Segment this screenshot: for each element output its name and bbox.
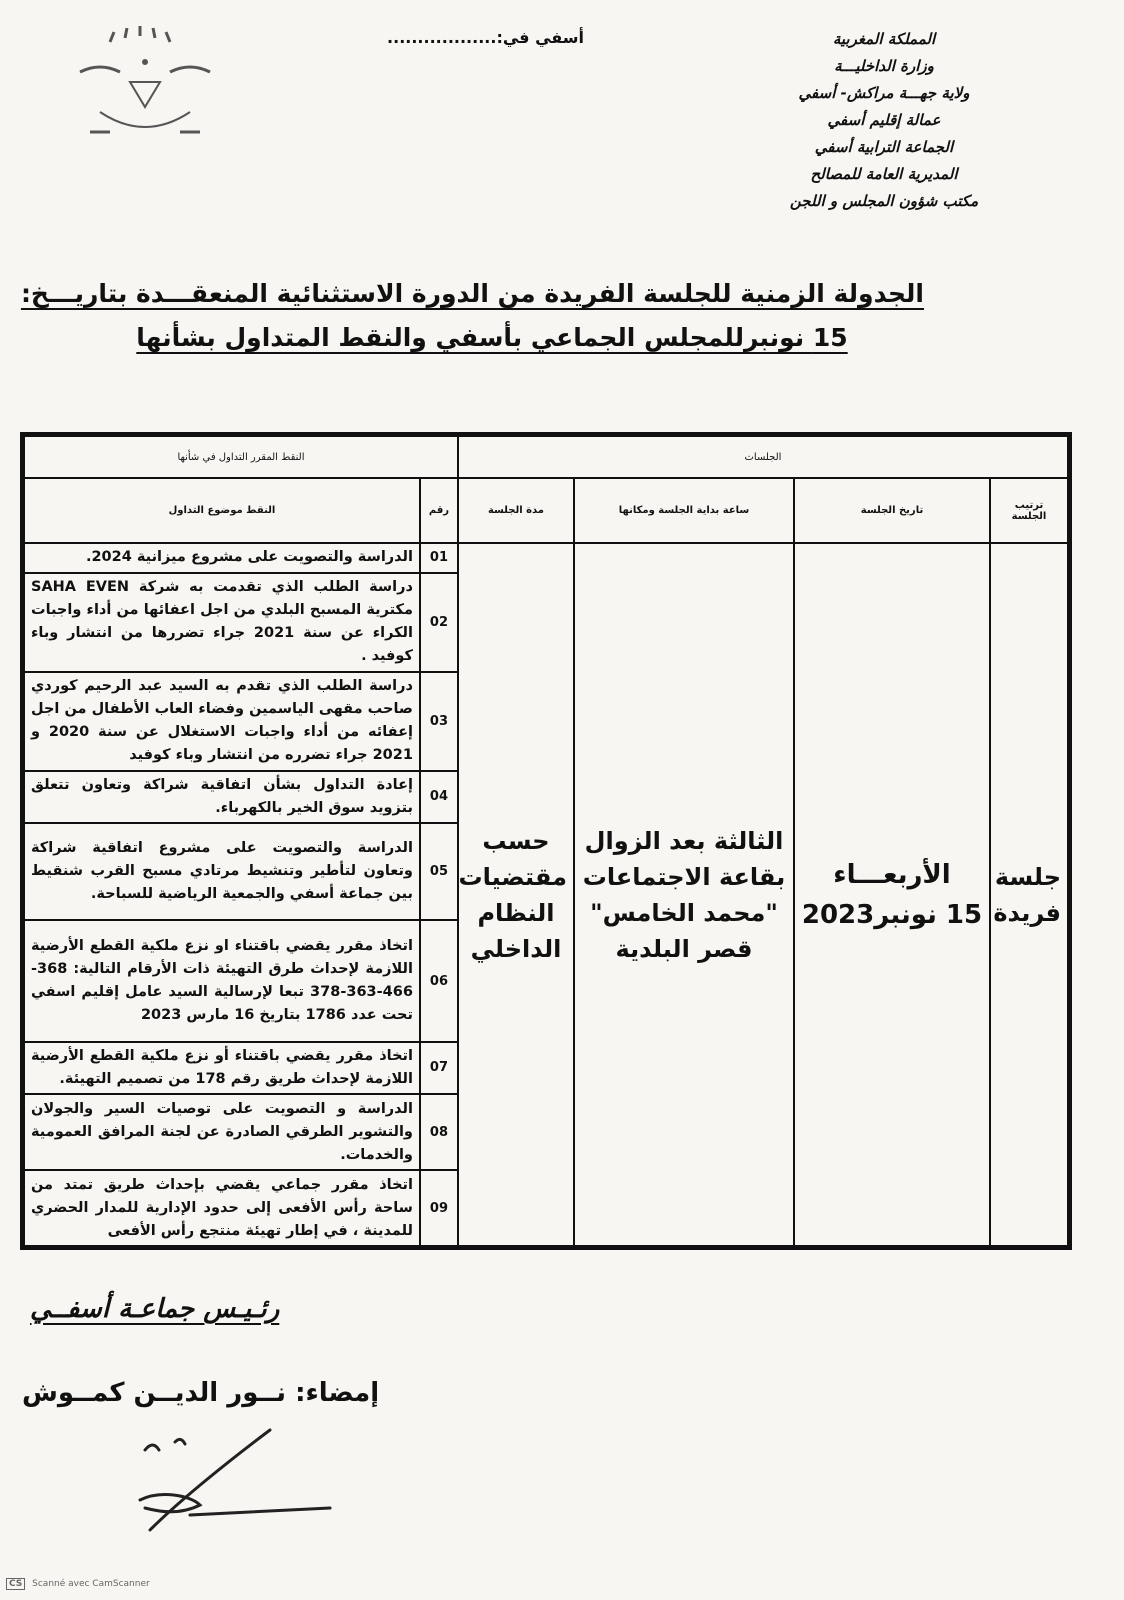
col-header-date: تاريخ الجلسة: [794, 478, 990, 543]
item-number: 07: [420, 1042, 458, 1095]
item-text: اتخاذ مقرر يقضي باقتناء او نزع ملكية القطع الأرضية اللازمة لإحداث طرق التهيئة ذات الأرقام التالية: 368-466-363-378 تبعا لإرسالية السيد عامل إقليم اسفي تحت عدد 1786 بتاريخ 16 مارس 2023: [24, 920, 420, 1041]
group-header-points: النقط المقرر التداول في شأنها: [24, 436, 458, 478]
item-text: اتخاذ مقرر يقضي باقتناء أو نزع ملكية القطع الأرضية اللازمة لإحداث طريق رقم 178 من تصميم التهيئة.: [24, 1042, 420, 1095]
item-number: 02: [420, 573, 458, 672]
item-text: الدراسة والتصويت على مشروع اتفاقية شراكة وتعاون لتأطير وتنشيط مرتادي مسبح القرب شنقيط بين جماعة أسفي والجمعية الرياضية للسباحة.: [24, 823, 420, 920]
item-text: الدراسة والتصويت على مشروع ميزانية 2024.: [24, 543, 420, 572]
col-header-duration: مدة الجلسة: [458, 478, 574, 543]
item-number: 01: [420, 543, 458, 572]
signatory-name: إمضاء: نــور الديــن كمــوش: [22, 1378, 380, 1408]
item-text: اتخاذ مقرر جماعي يقضي بإحداث طريق تمتد من ساحة رأس الأفعى إلى حدود الإدارية للمدار الحضري للمدينة ، في إطار تهيئة منتجع رأس الأفعى: [24, 1170, 420, 1246]
item-text: إعادة التداول بشأن اتفاقية شراكة وتعاون تتعلق بتزويد سوق الخير بالكهرباء.: [24, 771, 420, 824]
title-line-1: الجدولة الزمنية للجلسة الفريدة من الدورة الاستثنائية المنعقـــدة بتاريـــخ:: [20, 279, 924, 308]
document-title: [20, 272, 924, 360]
header-line: المملكة المغربية: [832, 30, 936, 48]
handwritten-signature-icon: [120, 1420, 350, 1550]
col-header-time-place: ساعة بداية الجلسة ومكانها: [574, 478, 794, 543]
item-number: 04: [420, 771, 458, 824]
item-text: الدراسة و التصويت على توصيات السير والجولان والتشوير الطرقي الصادرة عن لجنة المرافق العمومية والخدمات.: [24, 1094, 420, 1170]
place-date-line: أسفي في:..................: [387, 28, 584, 47]
item-number: 06: [420, 920, 458, 1041]
item-text: دراسة الطلب الذي تقدمت به شركة SAHA EVEN مكترية المسبح البلدي من اجل اعفائها من أداء واجبات الكراء عن سنة 2021 جراء تضررها من انتشار وباء كوفيد .: [24, 573, 420, 672]
header-line: المديرية العامة للمصالح: [810, 165, 958, 183]
camscanner-logo: CS: [6, 1578, 25, 1590]
schedule-table: [23, 435, 1069, 1247]
session-duration-cell: حسب مقتضيات النظام الداخلي: [458, 543, 574, 1246]
table-row: [24, 543, 1068, 572]
header-line: ولاية جهـــة مراكش- أسفي: [798, 84, 970, 102]
header-line: الجماعة الترابية أسفي: [814, 138, 954, 156]
session-date: 15 نونبر2023: [801, 899, 983, 930]
signatory-title: رئـيـس جماعـة أسفــي: [30, 1294, 280, 1324]
schedule-table-frame: [20, 432, 1072, 1250]
scanner-watermark: [6, 1578, 150, 1590]
item-number: 09: [420, 1170, 458, 1246]
session-time-place-cell: الثالثة بعد الزوال بقاعة الاجتماعات "محمد الخامس" قصر البلدية: [574, 543, 794, 1246]
group-header-sessions: الجلسات: [458, 436, 1068, 478]
scanner-text: Scanné avec CamScanner: [32, 1579, 150, 1589]
item-text: دراسة الطلب الذي تقدم به السيد عبد الرحيم كوردي صاحب مقهى الياسمين وفضاء العاب الأطفال من اجل إعفائه من أداء واجبات الاستغلال عن سنة 2020 و 2021 جراء تضرره من انتشار وباء كوفيد: [24, 672, 420, 771]
header-line: مكتب شؤون المجلس و اللجن: [789, 192, 979, 210]
title-line-2: 15 نونبرللمجلس الجماعي بأسفي والنقط المتداول بشأنها: [136, 323, 848, 352]
item-number: 03: [420, 672, 458, 771]
session-order-cell: جلسة فريدة: [990, 543, 1068, 1246]
col-header-number: رقم: [420, 478, 458, 543]
session-day: الأربعـــاء: [833, 859, 951, 890]
municipality-logo-icon: [70, 22, 220, 162]
item-number: 08: [420, 1094, 458, 1170]
header-line: عمالة إقليم أسفي: [827, 111, 941, 129]
col-header-subject: النقط موضوع التداول: [24, 478, 420, 543]
item-number: 05: [420, 823, 458, 920]
col-header-order: ترتيب الجلسة: [990, 478, 1068, 543]
header-line: وزارة الداخليـــة: [834, 57, 934, 75]
institution-header: [744, 26, 1024, 215]
session-date-cell: [794, 543, 990, 1246]
